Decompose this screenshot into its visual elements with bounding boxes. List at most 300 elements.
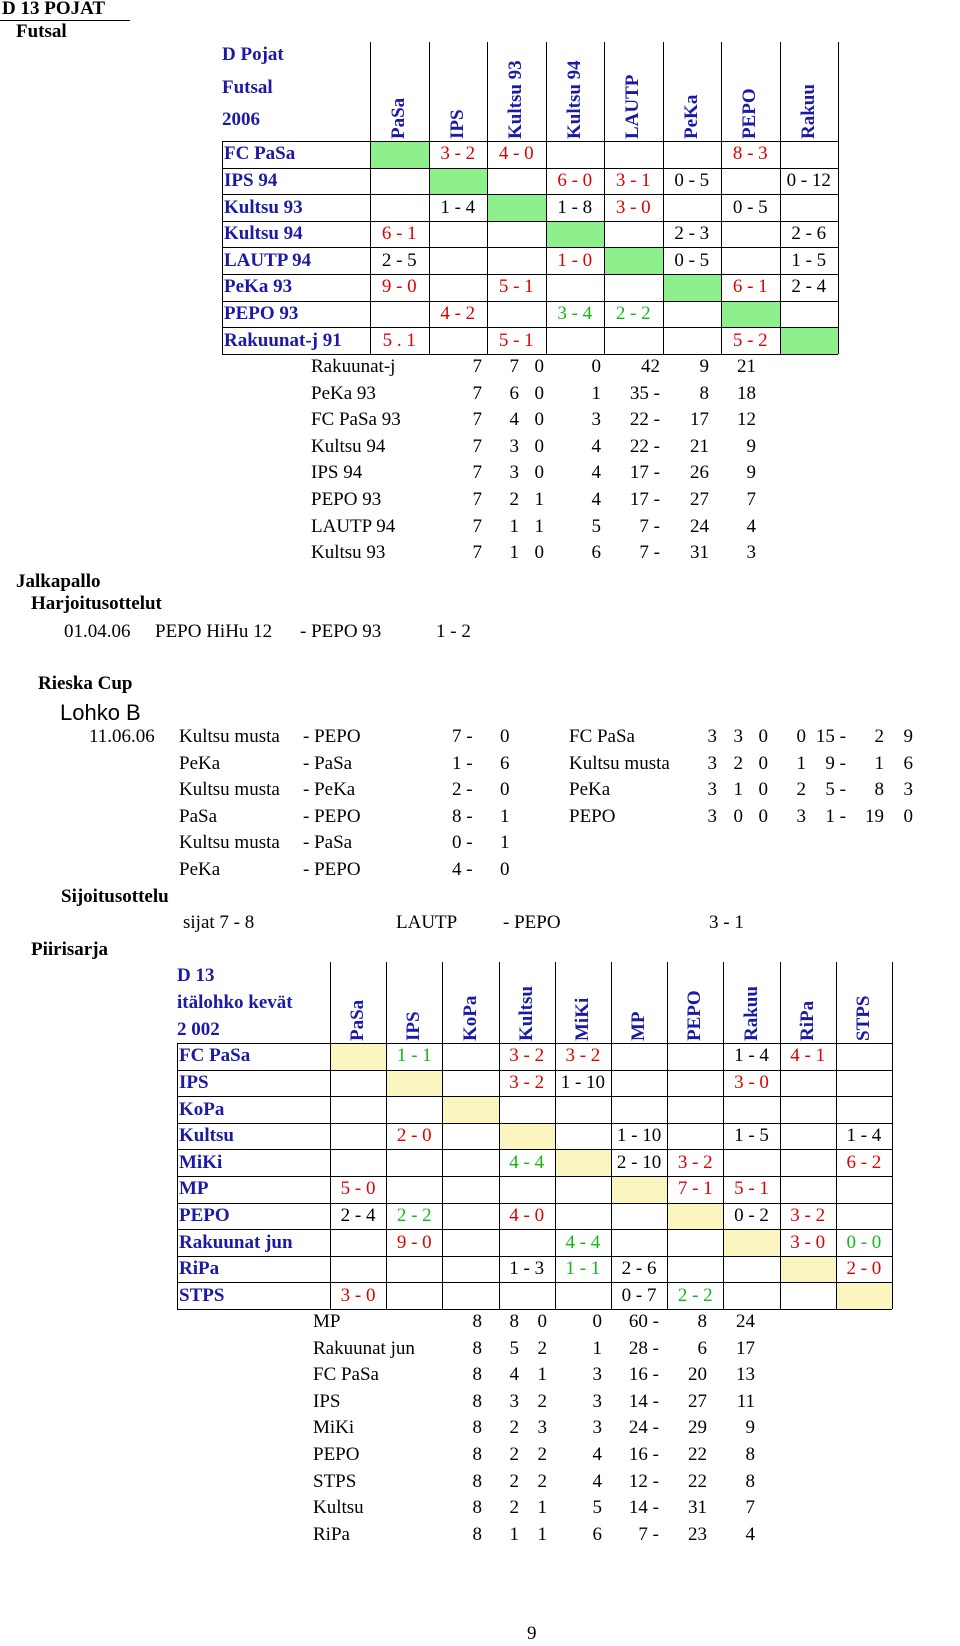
grid-vline — [499, 962, 500, 1309]
standings-value: 7 — [746, 489, 756, 510]
grid-hline — [222, 168, 838, 169]
harjoitusottelut-heading: Harjoitusottelut — [31, 593, 162, 614]
score-cell: 2 - 0 — [846, 1258, 882, 1280]
standings-team: PeKa 93 — [311, 382, 376, 404]
standings-value: 5 — [592, 1497, 602, 1519]
standings-team: STPS — [313, 1470, 357, 1492]
cup-match-score-home: 2 - — [452, 779, 473, 801]
standings-value: 3 — [903, 779, 913, 801]
cup-match-score-away: 6 — [500, 752, 510, 774]
diagonal-cell — [430, 169, 488, 195]
cup-match-score-away: 1 — [500, 805, 510, 827]
section-futsal: Futsal — [16, 21, 67, 42]
grid-hline — [222, 221, 838, 222]
grid-hline — [222, 354, 838, 355]
score-cell: 0 - 0 — [846, 1231, 882, 1253]
grid-vline — [487, 42, 488, 354]
team-name: MiKi — [179, 1151, 223, 1173]
column-header: Rakuu — [797, 84, 819, 139]
cup-match-score-away: 1 — [500, 832, 510, 854]
score-cell: 1 - 10 — [616, 1125, 662, 1147]
standings-value: 17 - — [629, 462, 660, 484]
score-cell: 0 - 5 — [674, 169, 710, 191]
table-label-line: D Pojat — [222, 44, 284, 65]
grid-hline — [177, 1123, 892, 1124]
column-header: IPS — [403, 1011, 425, 1041]
standings-value: 15 - — [815, 726, 846, 747]
standings-value: 8 — [472, 1390, 482, 1412]
team-name: Kultsu — [179, 1125, 234, 1147]
standings-value: 2 — [733, 752, 743, 774]
score-cell: 4 - 1 — [790, 1045, 826, 1067]
score-cell: 3 - 2 — [677, 1151, 713, 1173]
standings-value: 9 — [699, 356, 709, 377]
score-cell: 6 - 1 — [381, 223, 417, 245]
grid-hline — [222, 141, 838, 142]
score-cell: 9 - 0 — [381, 276, 417, 298]
standings-value: 0 — [758, 779, 768, 801]
standings-value: 22 - — [629, 409, 660, 431]
score-cell: 4 - 4 — [509, 1151, 545, 1173]
standings-value: 24 — [690, 515, 709, 537]
standings-value: 29 — [688, 1417, 707, 1439]
standings-value: 8 — [745, 1444, 755, 1465]
column-header: IPS — [446, 109, 468, 139]
standings-value: 0 — [534, 542, 544, 564]
column-header: PaSa — [388, 97, 410, 139]
column-header: PaSa — [347, 999, 369, 1041]
cup-match-home: PaSa — [179, 805, 217, 827]
score-cell: 4 - 4 — [565, 1231, 601, 1253]
score-cell: 3 - 2 — [509, 1071, 545, 1093]
score-cell: 2 - 6 — [791, 223, 827, 245]
table-label-line: 2006 — [222, 109, 260, 130]
score-cell: 5 - 0 — [340, 1178, 376, 1200]
standings-value: 8 — [472, 1497, 482, 1519]
cup-match-away: - PEPO — [303, 726, 361, 747]
standings-value: 17 — [690, 409, 709, 431]
grid-vline — [667, 962, 668, 1309]
team-name: IPS — [179, 1071, 209, 1093]
standings-value: 7 — [472, 382, 482, 404]
standings-value: 17 - — [629, 489, 660, 510]
standings-value: 27 — [688, 1390, 707, 1412]
table-label-line: Futsal — [222, 76, 273, 98]
standings-value: 7 — [472, 515, 482, 537]
standings-value: 1 — [534, 489, 544, 510]
score-cell: 1 - 1 — [565, 1258, 601, 1280]
diagonal-cell — [724, 1230, 779, 1256]
grid-vline — [780, 962, 781, 1309]
standings-value: 2 — [509, 489, 519, 510]
standings-value: 60 - — [628, 1311, 659, 1332]
standings-value: 8 — [745, 1470, 755, 1492]
team-name: Rakuunat jun — [179, 1231, 293, 1253]
cup-match-away: - PaSa — [303, 752, 353, 774]
cup-match-away: - PEPO — [303, 859, 361, 880]
team-name: Kultsu 93 — [224, 196, 303, 218]
team-name: PEPO — [179, 1204, 230, 1226]
cup-match-score-home: 7 - — [452, 726, 473, 747]
table-label-line: itälohko kevät — [177, 992, 293, 1013]
page-title: D 13 POJAT — [2, 0, 106, 19]
standings-value: 0 — [591, 356, 601, 377]
standings-value: 4 — [509, 1364, 519, 1386]
standings-value: 2 — [509, 1470, 519, 1492]
rieska-date: 11.06.06 — [89, 726, 155, 747]
standings-value: 1 — [796, 752, 806, 774]
standings-value: 1 — [509, 542, 519, 564]
standings-value: 2 — [537, 1337, 547, 1359]
standings-value: 8 — [472, 1417, 482, 1439]
standings-team: Kultsu 94 — [311, 435, 386, 457]
standings-value: 24 - — [628, 1417, 659, 1439]
score-cell: 1 - 8 — [557, 196, 593, 218]
score-cell: 2 - 2 — [615, 302, 651, 324]
grid-hline — [222, 194, 838, 195]
score-cell: 4 - 0 — [498, 143, 534, 165]
column-header: Rakuu — [740, 986, 762, 1041]
standings-value: 0 — [537, 1311, 547, 1332]
score-cell: 1 - 1 — [396, 1045, 432, 1067]
score-cell: 1 - 3 — [509, 1258, 545, 1280]
jalkapallo-heading: Jalkapallo — [16, 571, 101, 592]
grid-vline — [892, 962, 893, 1309]
standings-value: 16 - — [628, 1364, 659, 1386]
piirisarja-heading: Piirisarja — [31, 939, 109, 960]
column-header: PEPO — [684, 990, 706, 1041]
rieska-group: Lohko B — [60, 700, 141, 725]
standings-value: 4 — [509, 409, 519, 431]
standings-value: 3 — [707, 752, 717, 774]
sijoitusottelu-heading: Sijoitusottelu — [61, 886, 169, 907]
standings-value: 0 — [796, 726, 806, 747]
team-name: IPS 94 — [224, 169, 278, 191]
score-cell: 3 - 2 — [509, 1045, 545, 1067]
sijoitus-home: LAUTP — [396, 912, 458, 933]
standings-team: Kultsu musta — [569, 752, 670, 774]
score-cell: 0 - 5 — [674, 249, 710, 271]
grid-hline — [222, 274, 838, 275]
grid-vline — [555, 962, 556, 1309]
standings-value: 8 — [472, 1444, 482, 1465]
standings-value: 22 — [688, 1470, 707, 1492]
standings-value: 9 — [746, 435, 756, 457]
score-cell: 1 - 4 — [846, 1125, 882, 1147]
cup-match-away: - PEPO — [303, 805, 361, 827]
score-cell: 0 - 12 — [786, 169, 831, 191]
table-label-line: D 13 — [177, 965, 215, 986]
standings-value: 3 — [707, 805, 717, 827]
standings-value: 22 — [688, 1444, 707, 1465]
diagonal-cell — [500, 1124, 555, 1150]
standings-value: 13 — [736, 1364, 755, 1386]
standings-value: 5 — [591, 515, 601, 537]
standings-value: 7 — [472, 435, 482, 457]
standings-value: 4 — [591, 489, 601, 510]
column-header: PEPO — [739, 88, 761, 139]
grid-vline — [838, 42, 839, 354]
score-cell: 6 - 1 — [732, 276, 768, 298]
standings-value: 1 — [537, 1497, 547, 1519]
standings-value: 20 — [688, 1364, 707, 1386]
standings-value: 26 — [690, 462, 709, 484]
score-cell: 2 - 4 — [791, 276, 827, 298]
standings-value: 11 — [736, 1390, 755, 1412]
standings-value: 0 — [733, 805, 743, 827]
cup-match-score-away: 0 — [500, 779, 510, 801]
friendly-away: - PEPO 93 — [300, 621, 382, 642]
grid-vline — [330, 962, 331, 1309]
standings-team: Rakuunat jun — [313, 1337, 415, 1359]
standings-value: 8 — [874, 779, 884, 801]
score-cell: 9 - 0 — [396, 1231, 432, 1253]
standings-value: 18 — [737, 382, 756, 404]
standings-value: 21 — [690, 435, 709, 457]
team-name: MP — [179, 1178, 209, 1200]
grid-hline — [177, 1256, 892, 1257]
score-cell: 2 - 2 — [677, 1284, 713, 1306]
score-cell: 0 - 7 — [621, 1284, 657, 1306]
cup-match-home: Kultsu musta — [179, 726, 280, 747]
standings-team: LAUTP 94 — [311, 515, 396, 537]
sijoitus-away: - PEPO — [503, 912, 561, 933]
standings-value: 8 — [509, 1311, 519, 1332]
score-cell: 2 - 2 — [396, 1204, 432, 1226]
table-label-line: 2 002 — [177, 1019, 220, 1040]
standings-team: FC PaSa — [313, 1364, 379, 1386]
cup-match-score-away: 0 — [500, 859, 510, 880]
standings-value: 7 — [472, 489, 482, 510]
standings-value: 14 - — [628, 1497, 659, 1519]
standings-value: 9 - — [825, 752, 846, 774]
diagonal-cell — [722, 302, 780, 328]
standings-team: IPS — [313, 1390, 341, 1412]
diagonal-cell — [371, 142, 429, 168]
standings-value: 0 — [534, 409, 544, 431]
score-cell: 3 - 2 — [790, 1204, 826, 1226]
standings-value: 4 — [745, 1523, 755, 1545]
standings-value: 22 - — [629, 435, 660, 457]
team-name: FC PaSa — [179, 1045, 251, 1067]
standings-value: 2 — [874, 726, 884, 747]
score-cell: 4 - 2 — [440, 302, 476, 324]
standings-value: 0 — [758, 726, 768, 747]
standings-value: 7 — [472, 409, 482, 431]
score-cell: 0 - 2 — [734, 1204, 769, 1226]
diagonal-cell — [547, 222, 605, 248]
score-cell: 5 - 1 — [734, 1178, 769, 1200]
standings-value: 0 — [534, 356, 544, 377]
standings-value: 31 — [688, 1497, 707, 1519]
team-name: LAUTP 94 — [224, 249, 312, 271]
sijoitus-label: sijat 7 - 8 — [183, 912, 255, 933]
standings-value: 7 — [472, 356, 482, 377]
standings-value: 5 — [509, 1337, 519, 1359]
standings-value: 7 — [509, 356, 519, 377]
grid-hline — [177, 1309, 892, 1310]
grid-hline — [222, 301, 838, 302]
standings-value: 9 — [745, 1417, 755, 1439]
standings-value: 23 — [688, 1523, 707, 1545]
score-cell: 1 - 4 — [440, 196, 476, 218]
standings-value: 5 - — [825, 779, 846, 801]
standings-value: 9 — [903, 726, 913, 747]
diagonal-cell — [387, 1071, 442, 1097]
standings-value: 0 — [534, 462, 544, 484]
standings-value: 4 — [746, 515, 756, 537]
grid-hline — [222, 247, 838, 248]
score-cell: 3 - 1 — [615, 169, 651, 191]
rieska-heading: Rieska Cup — [38, 673, 133, 694]
grid-hline — [177, 1282, 892, 1283]
standings-value: 3 — [509, 1390, 519, 1412]
standings-team: Kultsu — [313, 1497, 364, 1519]
column-header: STPS — [852, 995, 874, 1041]
grid-hline — [222, 327, 838, 328]
standings-value: 6 — [592, 1523, 602, 1545]
grid-vline — [177, 1043, 178, 1309]
standings-value: 0 — [592, 1311, 602, 1332]
score-cell: 5 - 2 — [732, 329, 768, 351]
friendly-date: 01.04.06 — [64, 621, 131, 642]
score-cell: 3 - 2 — [440, 143, 476, 165]
standings-value: 8 — [472, 1311, 482, 1332]
sijoitus-score: 3 - 1 — [709, 912, 744, 933]
standings-team: PEPO — [569, 805, 616, 827]
column-header: PeKa — [680, 94, 702, 139]
standings-value: 7 — [472, 462, 482, 484]
diagonal-cell — [488, 195, 546, 221]
standings-value: 0 — [534, 382, 544, 404]
score-cell: 1 - 4 — [734, 1045, 769, 1067]
standings-value: 3 — [592, 1364, 602, 1386]
score-cell: 5 - 1 — [498, 329, 534, 351]
standings-value: 31 — [690, 542, 709, 564]
column-header: MP — [628, 1011, 650, 1041]
standings-team: PEPO — [313, 1444, 360, 1465]
standings-value: 1 — [591, 382, 601, 404]
cup-match-home: Kultsu musta — [179, 779, 280, 801]
score-cell: 2 - 6 — [621, 1258, 657, 1280]
standings-value: 1 — [537, 1523, 547, 1545]
standings-value: 4 — [592, 1470, 602, 1492]
standings-value: 42 — [641, 356, 660, 377]
score-cell: 6 - 0 — [557, 169, 593, 191]
standings-value: 2 — [509, 1444, 519, 1465]
standings-value: 2 — [509, 1417, 519, 1439]
score-cell: 2 - 3 — [674, 223, 710, 245]
diagonal-cell — [331, 1044, 386, 1070]
team-name: STPS — [179, 1284, 225, 1306]
standings-value: 19 — [865, 805, 884, 827]
diagonal-cell — [664, 275, 722, 301]
score-cell: 1 - 5 — [791, 249, 827, 271]
column-header: Kultsu 93 — [505, 60, 527, 139]
standings-value: 3 — [592, 1417, 602, 1439]
standings-value: 3 — [707, 726, 717, 747]
standings-value: 2 — [537, 1470, 547, 1492]
grid-hline — [177, 1096, 892, 1097]
standings-team: MiKi — [313, 1417, 355, 1439]
diagonal-cell — [605, 248, 663, 274]
standings-value: 3 — [746, 542, 756, 564]
standings-value: 8 — [472, 1523, 482, 1545]
standings-value: 6 — [509, 382, 519, 404]
standings-value: 0 — [758, 752, 768, 774]
standings-value: 0 — [903, 805, 913, 827]
cup-match-score-home: 8 - — [452, 805, 473, 827]
standings-value: 0 — [534, 435, 544, 457]
standings-value: 21 — [737, 356, 756, 377]
standings-value: 3 — [509, 435, 519, 457]
cup-match-score-away: 0 — [500, 726, 510, 747]
standings-value: 16 - — [628, 1444, 659, 1465]
score-cell: 8 - 3 — [732, 143, 768, 165]
standings-value: 7 - — [638, 1523, 659, 1545]
standings-value: 3 — [509, 462, 519, 484]
team-name: FC PaSa — [224, 143, 296, 165]
diagonal-cell — [781, 1257, 836, 1283]
grid-vline — [663, 42, 664, 354]
diagonal-cell — [781, 328, 839, 354]
standings-value: 3 — [537, 1417, 547, 1439]
standings-value: 2 — [537, 1390, 547, 1412]
standings-value: 2 — [509, 1497, 519, 1519]
standings-value: 6 — [697, 1337, 707, 1359]
standings-value: 35 - — [629, 382, 660, 404]
standings-team: Kultsu 93 — [311, 542, 386, 564]
standings-value: 4 — [591, 462, 601, 484]
score-cell: 3 - 2 — [565, 1045, 601, 1067]
score-cell: 2 - 0 — [396, 1125, 432, 1147]
score-cell: 1 - 5 — [734, 1125, 769, 1147]
grid-vline — [780, 42, 781, 354]
standings-value: 1 - — [825, 805, 846, 827]
team-name: Rakuunat-j 91 — [224, 329, 342, 351]
standings-team: Rakuunat-j — [311, 356, 396, 377]
standings-value: 1 — [733, 779, 743, 801]
standings-value: 2 — [796, 779, 806, 801]
cup-match-home: Kultsu musta — [179, 832, 280, 854]
standings-value: 12 — [737, 409, 756, 431]
diagonal-cell — [443, 1097, 498, 1123]
standings-team: RiPa — [313, 1523, 350, 1545]
score-cell: 5 - 1 — [498, 276, 534, 298]
standings-value: 8 — [472, 1470, 482, 1492]
score-cell: 2 - 4 — [340, 1204, 376, 1226]
column-header: MiKi — [571, 997, 593, 1041]
standings-value: 24 — [736, 1311, 755, 1332]
standings-value: 1 — [509, 1523, 519, 1545]
team-name: PeKa 93 — [224, 276, 293, 298]
diagonal-cell — [612, 1177, 667, 1203]
standings-value: 12 - — [628, 1470, 659, 1492]
standings-value: 1 — [537, 1364, 547, 1386]
standings-value: 28 - — [628, 1337, 659, 1359]
diagonal-cell — [556, 1150, 611, 1176]
grid-hline — [177, 1229, 892, 1230]
score-cell: 1 - 10 — [560, 1071, 606, 1093]
score-cell: 6 - 2 — [846, 1151, 882, 1173]
team-name: KoPa — [179, 1098, 225, 1120]
grid-hline — [177, 1149, 892, 1150]
standings-value: 3 — [796, 805, 806, 827]
standings-value: 8 — [697, 1311, 707, 1332]
diagonal-cell — [668, 1204, 723, 1230]
column-header: RiPa — [796, 1000, 818, 1041]
standings-value: 7 — [745, 1497, 755, 1519]
